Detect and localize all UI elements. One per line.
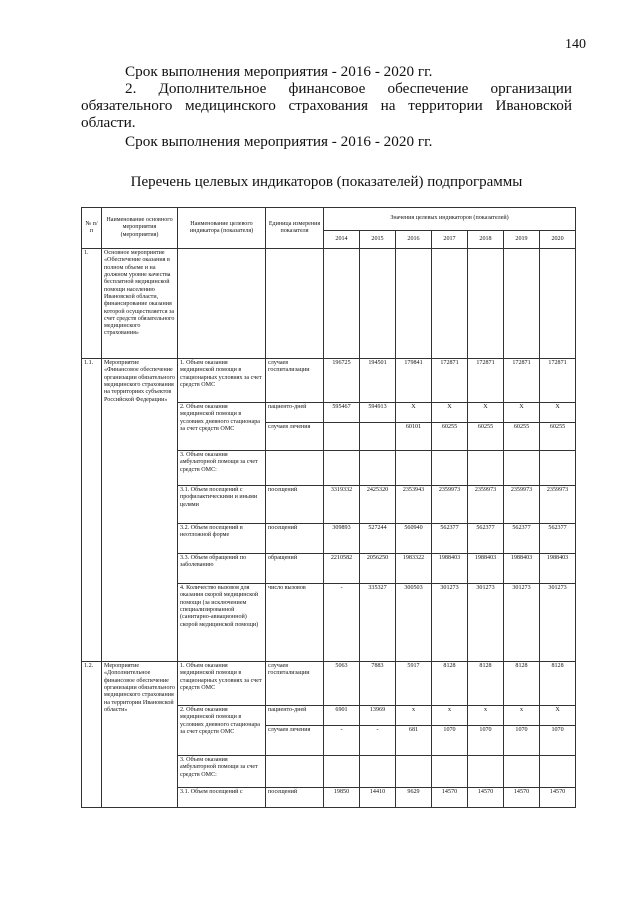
value-cell: 301273 [540,584,576,662]
indicator-name: 3. Объем оказания амбулаторной помощи за счет средств ОМС: [178,451,266,486]
row-number: 1. [82,249,102,359]
indicator-name: 1. Объем оказания медицинской помощи в стационарных условиях за счет средств ОМС [178,359,266,403]
value-cell: 595467 [324,403,360,423]
indicator-name: 3.3. Объем обращений по заболеванию [178,554,266,584]
value-cell: X [540,706,576,726]
row-number: 1.2. [82,662,102,808]
value-cell [504,451,540,486]
col-header-num: № п/п [82,208,102,249]
indicator-name [178,249,266,359]
value-cell: X [504,403,540,423]
value-cell: 9629 [396,788,432,808]
value-cell: 2056250 [360,554,396,584]
value-cell: - [324,726,360,756]
value-cell: 301273 [432,584,468,662]
value-cell: 2359973 [432,486,468,524]
value-cell: 2353943 [396,486,432,524]
value-cell: 8128 [504,662,540,706]
value-cell: 196725 [324,359,360,403]
value-cell [360,756,396,788]
unit [266,249,324,359]
value-cell: 562377 [504,524,540,554]
year-header: 2020 [540,231,576,249]
word: финансовое [288,80,366,97]
value-cell: 562377 [432,524,468,554]
value-cell: 3319332 [324,486,360,524]
intro-line-1: Срок выполнения мероприятия - 2016 - 2020 гг. [125,63,433,80]
intro-line-2 [81,80,572,97]
unit [266,756,324,788]
value-cell: 300503 [396,584,432,662]
value-cell: 2359973 [504,486,540,524]
value-cell: 172871 [468,359,504,403]
value-cell: 5063 [324,662,360,706]
value-cell: 60255 [432,423,468,451]
row-number: 1.1. [82,359,102,662]
value-cell: 335327 [360,584,396,662]
value-cell: 8128 [468,662,504,706]
value-cell: 14570 [468,788,504,808]
value-cell [396,451,432,486]
value-cell: 562377 [468,524,504,554]
value-cell: 309893 [324,524,360,554]
unit: случаев лечения [266,726,324,756]
col-header-indicator: Наименование целевого индикатора (показателя) [178,208,266,249]
value-cell: 172871 [540,359,576,403]
value-cell: 13969 [360,706,396,726]
value-cell: 1070 [504,726,540,756]
value-cell [360,423,396,451]
value-cell [432,249,468,359]
value-cell: 8128 [540,662,576,706]
value-cell: 179841 [396,359,432,403]
word: Дополнительное [158,80,267,97]
unit: случаев госпитализации [266,662,324,706]
value-cell: X [468,403,504,423]
word: страхования [288,97,368,114]
value-cell: 1988403 [468,554,504,584]
unit: посещений [266,788,324,808]
value-cell [540,756,576,788]
value-cell: 172871 [432,359,468,403]
word: обеспечение [387,80,469,97]
event-name: Основное мероприятие «Обеспечение оказания в полном объеме и на должном уровне качества бесплатной медицинской помощи населению Ивановской области, финансирование оказания которой осуществляется за счет средств обязательного медицинского страхования» [102,249,178,359]
unit: пациенто-дней [266,403,324,423]
value-cell: 1988403 [540,554,576,584]
value-cell: 6901 [324,706,360,726]
indicators-table [81,207,576,808]
value-cell: 2359973 [540,486,576,524]
value-cell: 560940 [396,524,432,554]
indicator-name: 4. Количество вызовов для оказания скорой медицинской помощи (за исключением специализированной (санитарно-авиационной) скорой медицинской помощи) [178,584,266,662]
value-cell: 14410 [360,788,396,808]
indicator-name: 2. Объем оказания медицинской помощи в условиях дневного стационара за счет средств ОМС [178,706,266,756]
indicator-name: 3.1. Объем посещений с профилактическими и иными целями [178,486,266,524]
value-cell: 1988403 [504,554,540,584]
value-cell: - [324,584,360,662]
value-cell: 172871 [504,359,540,403]
indicator-name: 3.1. Объем посещений с [178,788,266,808]
value-cell: X [396,403,432,423]
value-cell: 562377 [540,524,576,554]
value-cell: 14570 [504,788,540,808]
value-cell [324,249,360,359]
value-cell [324,423,360,451]
unit: случаев госпитализации [266,359,324,403]
value-cell: x [432,706,468,726]
col-header-event: Наименование основного мероприятия (мероприятия) [102,208,178,249]
value-cell: X [540,403,576,423]
value-cell [468,451,504,486]
intro-line-3 [81,97,572,114]
value-cell: 194501 [360,359,396,403]
value-cell [396,756,432,788]
value-cell [432,451,468,486]
value-cell: x [468,706,504,726]
value-cell [432,756,468,788]
value-cell [504,249,540,359]
year-header: 2014 [324,231,360,249]
year-header: 2017 [432,231,468,249]
value-cell: - [360,726,396,756]
intro-line-4: области. [81,114,136,131]
value-cell: 301273 [504,584,540,662]
value-cell: 14570 [540,788,576,808]
word: Ивановской [495,97,573,114]
intro-line-5: Срок выполнения мероприятия - 2016 - 2020 гг. [125,133,433,150]
value-cell: 1070 [432,726,468,756]
value-cell: 8128 [432,662,468,706]
value-cell [504,756,540,788]
indicator-name: 1. Объем оказания медицинской помощи в стационарных условиях за счет средств ОМС [178,662,266,706]
value-cell: 527244 [360,524,396,554]
value-cell: x [504,706,540,726]
value-cell: 1988403 [432,554,468,584]
indicator-name: 3.2. Объем посещений в неотложной форме [178,524,266,554]
unit: число вызовов [266,584,324,662]
table-heading: Перечень целевых индикаторов (показателей) подпрограммы [130,174,523,190]
value-cell: x [396,706,432,726]
col-header-values: Значения целевых индикаторов (показателей) [324,208,576,231]
value-cell: 301273 [468,584,504,662]
value-cell: 19850 [324,788,360,808]
value-cell [360,451,396,486]
value-cell: 1070 [540,726,576,756]
value-cell [468,756,504,788]
year-header: 2019 [504,231,540,249]
table-row [82,359,576,403]
value-cell [360,249,396,359]
year-header: 2015 [360,231,396,249]
value-cell: 14570 [432,788,468,808]
value-cell [324,756,360,788]
indicator-name: 2. Объем оказания медицинской помощи в условиях дневного стационара за счет средств ОМС [178,403,266,451]
word: организации [490,80,573,97]
value-cell: 5917 [396,662,432,706]
year-header: 2016 [396,231,432,249]
value-cell: 1983322 [396,554,432,584]
word: на [380,97,396,114]
table-row [82,249,576,359]
word: территории [408,97,483,114]
value-cell: 2210582 [324,554,360,584]
value-cell: 681 [396,726,432,756]
year-header: 2018 [468,231,504,249]
col-header-unit: Единица измерения показателя [266,208,324,249]
value-cell: 60255 [504,423,540,451]
value-cell: 60101 [396,423,432,451]
table-row [82,662,576,706]
unit: пациенто-дней [266,706,324,726]
item-number: 2. [125,80,137,97]
event-name: Мероприятие «Финансовое обеспечение организации обязательного медицинского страхования на территориях субъектов Российской Федерации» [102,359,178,662]
value-cell: 2359973 [468,486,504,524]
value-cell: 1070 [468,726,504,756]
value-cell [324,451,360,486]
indicator-name: 3. Объем оказания амбулаторной помощи за счет средств ОМС: [178,756,266,788]
value-cell: 594913 [360,403,396,423]
value-cell: 60255 [468,423,504,451]
unit: посещений [266,486,324,524]
value-cell [540,249,576,359]
value-cell: 7883 [360,662,396,706]
unit [266,451,324,486]
unit: обращений [266,554,324,584]
word: обязательного [81,97,173,114]
value-cell [540,451,576,486]
event-name: Мероприятие «Дополнительное финансовое обеспечение организации обязательного медицинского страхования на территории Ивановской области» [102,662,178,808]
word: медицинского [185,97,276,114]
value-cell: X [432,403,468,423]
unit: случаев лечения [266,423,324,451]
page-number: 140 [565,37,586,52]
value-cell [396,249,432,359]
value-cell [468,249,504,359]
value-cell: 60255 [540,423,576,451]
value-cell: 2425320 [360,486,396,524]
unit: посещений [266,524,324,554]
